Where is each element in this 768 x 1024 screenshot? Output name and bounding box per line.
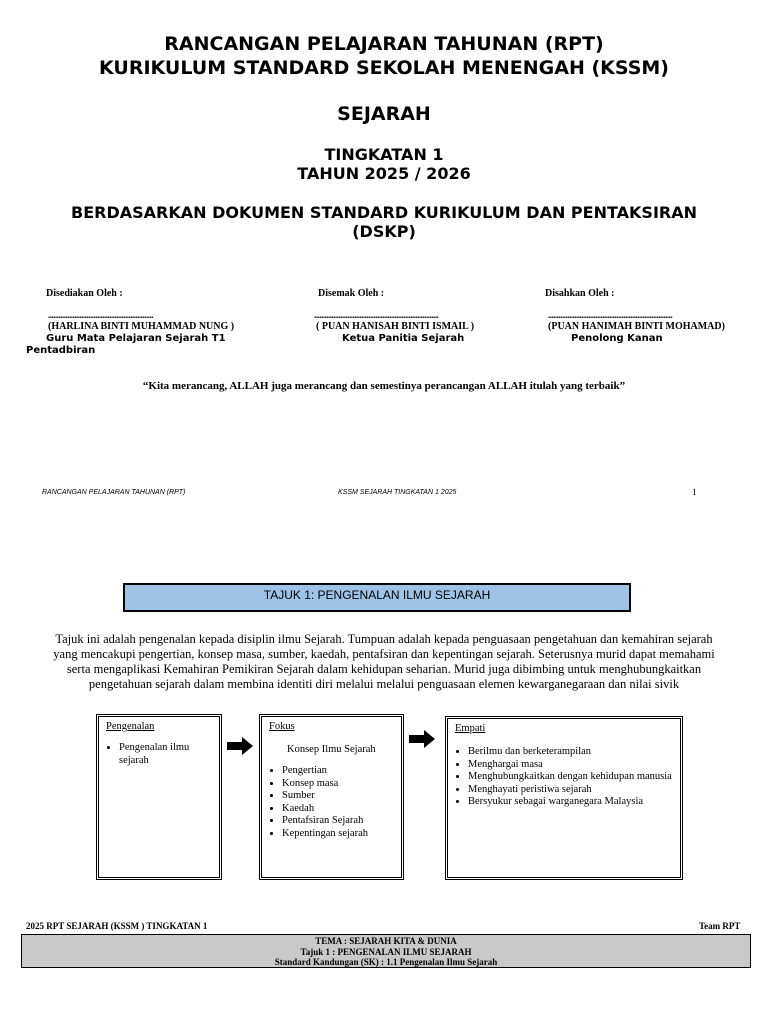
fokus-item: • Kaedah xyxy=(282,803,401,816)
approved-signature-line: ....................................................................... xyxy=(548,310,673,320)
description-line: pengetahuan sejarah dalam membina identiti diri melalui melalui penguasaan elemen kewarganegaraan dan nilai sivik xyxy=(88,677,680,691)
footer-document-title: RANCANGAN PELAJARAN TAHUNAN (RPT) xyxy=(42,489,186,496)
pengenalan-item: • Pengenalan ilmu sejarah xyxy=(119,742,219,767)
title-line-1: RANCANGAN PELAJARAN TAHUNAN (RPT) xyxy=(164,33,604,55)
checked-signature-line: ....................................................................... xyxy=(314,310,439,320)
empati-heading: Empati xyxy=(455,723,486,734)
tema-label: TEMA : SEJARAH KITA & DUNIA xyxy=(315,936,457,946)
checked-by-name: ( PUAN HANISAH BINTI ISMAIL ) xyxy=(316,321,475,332)
empati-item: • Menghargai masa xyxy=(468,759,680,772)
tajuk-label: Tajuk 1 : PENGENALAN ILMU SEJARAH xyxy=(300,946,472,957)
tema-header-box xyxy=(21,934,751,968)
fokus-item: • Pentafsiran Sejarah xyxy=(282,815,401,828)
checked-by-role: Ketua Panitia Sejarah xyxy=(342,333,465,344)
subject-title: SEJARAH xyxy=(337,103,431,125)
empati-item: • Bersyukur sebagai warganegara Malaysia xyxy=(468,796,680,809)
rpt-page-header-right: Team RPT xyxy=(699,921,741,931)
standard-kandungan-label: Standard Kandungan (SK) : 1.1 Pengenalan Ilmu Sejarah xyxy=(274,957,498,967)
topic-banner xyxy=(123,583,631,612)
fokus-item: • Kepentingan sejarah xyxy=(282,828,401,841)
prepared-by-label: Disediakan Oleh : xyxy=(46,288,123,299)
footer-subject: KSSM SEJARAH TINGKATAN 1 2025 xyxy=(338,489,457,496)
topic-description xyxy=(36,632,732,692)
prepared-by-name: (HARLINA BINTI MUHAMMAD NUNG ) xyxy=(48,321,235,332)
approved-by-name: (PUAN HANIMAH BINTI MOHAMAD) xyxy=(548,321,725,332)
fokus-intro: Konsep Ilmu Sejarah xyxy=(287,744,376,755)
pengenalan-card xyxy=(96,714,222,880)
pengenalan-heading: Pengenalan xyxy=(106,721,155,732)
prepared-by-role: Guru Mata Pelajaran Sejarah T1 xyxy=(46,333,226,344)
empati-item: • Menghubungkaitkan dengan kehidupan manusia xyxy=(468,771,680,784)
topic-title: TAJUK 1: PENGENALAN ILMU SEJARAH xyxy=(263,588,491,602)
empati-item: • Menghayati peristiwa sejarah xyxy=(468,784,680,797)
description-line: serta mengaplikasi Kemahiran Pemikiran Sejarah dalam kehidupan seharian. Murid juga dibimbing untuk menghubungkaitkan xyxy=(66,662,702,676)
description-line: Tajuk ini adalah pengenalan kepada disiplin ilmu Sejarah. Tumpuan adalah kepada penguasaan pengetahuan dan kemahiran sejarah xyxy=(55,632,713,646)
right-arrow-icon xyxy=(409,730,435,748)
description-line: yang mencakupi pengertian, konsep masa, sumber, kaedah, pentafsiran dan kepentingan sejarah. Seterusnya murid dapat memahami xyxy=(53,647,715,661)
checked-by-label: Disemak Oleh : xyxy=(318,288,385,299)
approved-by-role: Penolong Kanan xyxy=(571,333,663,344)
prepared-by-role-2: Pentadbiran xyxy=(26,345,96,356)
empati-card xyxy=(445,716,683,880)
fokus-item: • Pengertian xyxy=(282,765,401,778)
right-arrow-icon xyxy=(227,737,253,755)
fokus-item: • Sumber xyxy=(282,790,401,803)
approved-by-label: Disahkan Oleh : xyxy=(545,288,615,299)
fokus-heading: Fokus xyxy=(269,721,295,732)
prepared-signature-line: ............................................................ xyxy=(48,310,153,320)
motivational-quote: “Kita merancang, ALLAH juga merancang dan semestinya perancangan ALLAH itulah yang terbaik” xyxy=(142,380,626,392)
rpt-page-header-left: 2025 RPT SEJARAH (KSSM ) TINGKATAN 1 xyxy=(26,921,208,931)
empati-item: • Berilmu dan berketerampilan xyxy=(468,746,680,759)
page-number: 1 xyxy=(692,487,697,497)
form-label: TINGKATAN 1 xyxy=(324,145,444,164)
basis-line-1: BERDASARKAN DOKUMEN STANDARD KURIKULUM DAN PENTAKSIRAN xyxy=(71,203,697,222)
title-line-2: KURIKULUM STANDARD SEKOLAH MENENGAH (KSSM) xyxy=(99,57,669,79)
year-label: TAHUN 2025 / 2026 xyxy=(297,164,471,183)
fokus-card xyxy=(259,714,404,880)
fokus-item: • Konsep masa xyxy=(282,778,401,791)
basis-line-2: (DSKP) xyxy=(352,222,416,241)
